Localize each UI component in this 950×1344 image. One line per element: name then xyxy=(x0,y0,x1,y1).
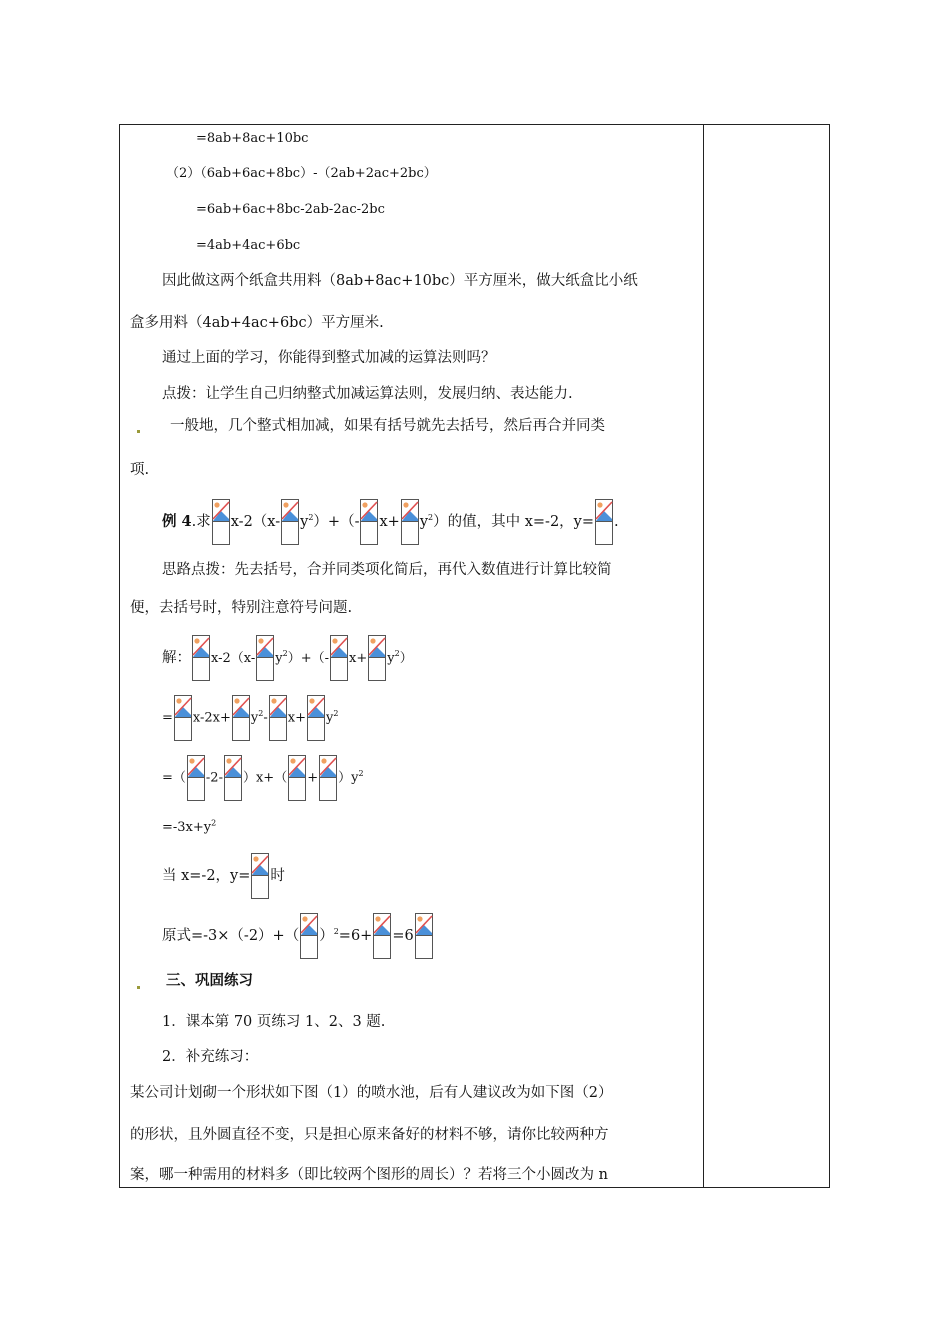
exercise-problem-3: 案，哪一种需用的材料多（即比较两个图形的周长）？若将三个小圆改为 n xyxy=(130,1167,608,1183)
image-placeholder-icon xyxy=(281,499,299,545)
solution-line-1: 解： x-2（x- $y^2)+(-$ x+ $y^2$） xyxy=(162,635,413,682)
image-placeholder-icon xyxy=(212,499,230,545)
image-placeholder-icon xyxy=(251,853,269,899)
image-placeholder-icon xyxy=(187,755,205,801)
image-placeholder-icon xyxy=(256,635,274,681)
exercise-problem-2: 的形状，且外圆直径不变，只是担心原来备好的材料不够，请你比较两种方 xyxy=(130,1127,609,1143)
image-placeholder-icon xyxy=(300,913,318,959)
calc-line-4: =4ab+4ac+6bc xyxy=(196,238,301,253)
image-placeholder-icon xyxy=(307,695,325,741)
image-placeholder-icon xyxy=(192,635,210,681)
section-heading: 三、巩固练习 xyxy=(166,972,253,989)
rule-statement-2: 项. xyxy=(130,462,150,478)
paragraph-question: 通过上面的学习，你能得到整式加减的运算法则吗？ xyxy=(162,350,496,366)
solution-line-5: 当 x=-2，y= 时 xyxy=(162,853,285,899)
calc-line-2: （2）（6ab+6ac+8bc）-（2ab+2ac+2bc） xyxy=(166,166,437,181)
image-placeholder-icon xyxy=(232,695,250,741)
solution-line-2: = x-2x+ $y^2-$ x+ $y^2$ xyxy=(162,695,338,742)
image-placeholder-icon xyxy=(330,635,348,681)
solution-line-6: 原式=-3×（-2）+（ ）$^2$=6+ =6 xyxy=(162,913,434,959)
image-placeholder-icon xyxy=(288,755,306,801)
example-4-line: 例 4.求 x-2（x- $y^2)+(-$ x+ $y^2$）的值，其中 x=-2，y= . xyxy=(162,499,619,545)
bullet-dot xyxy=(137,430,140,433)
image-placeholder-icon xyxy=(174,695,192,741)
image-placeholder-icon xyxy=(401,499,419,545)
paragraph-hint: 点拨：让学生自己归纳整式加减运算法则，发展归纳、表达能力. xyxy=(162,386,573,402)
solution-line-3: =（ -2- ）x+（ + ）$y^2$ xyxy=(162,755,364,802)
paragraph-conclusion-1: 因此做这两个纸盒共用料（8ab+8ac+10bc）平方厘米，做大纸盒比小纸 xyxy=(162,273,638,289)
bullet-dot xyxy=(137,986,140,989)
image-placeholder-icon xyxy=(415,913,433,959)
hint-line-1: 思路点拨：先去括号，合并同类项化简后，再代入数值进行计算比较简 xyxy=(162,562,612,578)
image-placeholder-icon xyxy=(319,755,337,801)
table-column-divider xyxy=(703,124,704,1188)
exercise-problem-1: 某公司计划砌一个形状如下图（1）的喷水池，后有人建议改为如下图（2） xyxy=(130,1085,613,1101)
rule-statement-1: 一般地，几个整式相加减，如果有括号就先去括号，然后再合并同类 xyxy=(170,418,605,434)
paragraph-conclusion-2: 盒多用料（4ab+4ac+6bc）平方厘米. xyxy=(130,315,384,331)
image-placeholder-icon xyxy=(269,695,287,741)
exercise-1: 1．课本第 70 页练习 1、2、3 题. xyxy=(162,1014,386,1030)
calc-line-1: =8ab+8ac+10bc xyxy=(196,131,309,146)
hint-line-2: 便，去括号时，特别注意符号问题. xyxy=(130,600,353,616)
example-label: 例 4 xyxy=(162,513,192,530)
image-placeholder-icon xyxy=(373,913,391,959)
image-placeholder-icon xyxy=(224,755,242,801)
image-placeholder-icon xyxy=(360,499,378,545)
exercise-2: 2．补充练习： xyxy=(162,1049,259,1065)
calc-line-3: =6ab+6ac+8bc-2ab-2ac-2bc xyxy=(196,202,385,217)
solution-line-4: $=-3x+y^2$ xyxy=(162,818,217,835)
image-placeholder-icon xyxy=(595,499,613,545)
image-placeholder-icon xyxy=(368,635,386,681)
